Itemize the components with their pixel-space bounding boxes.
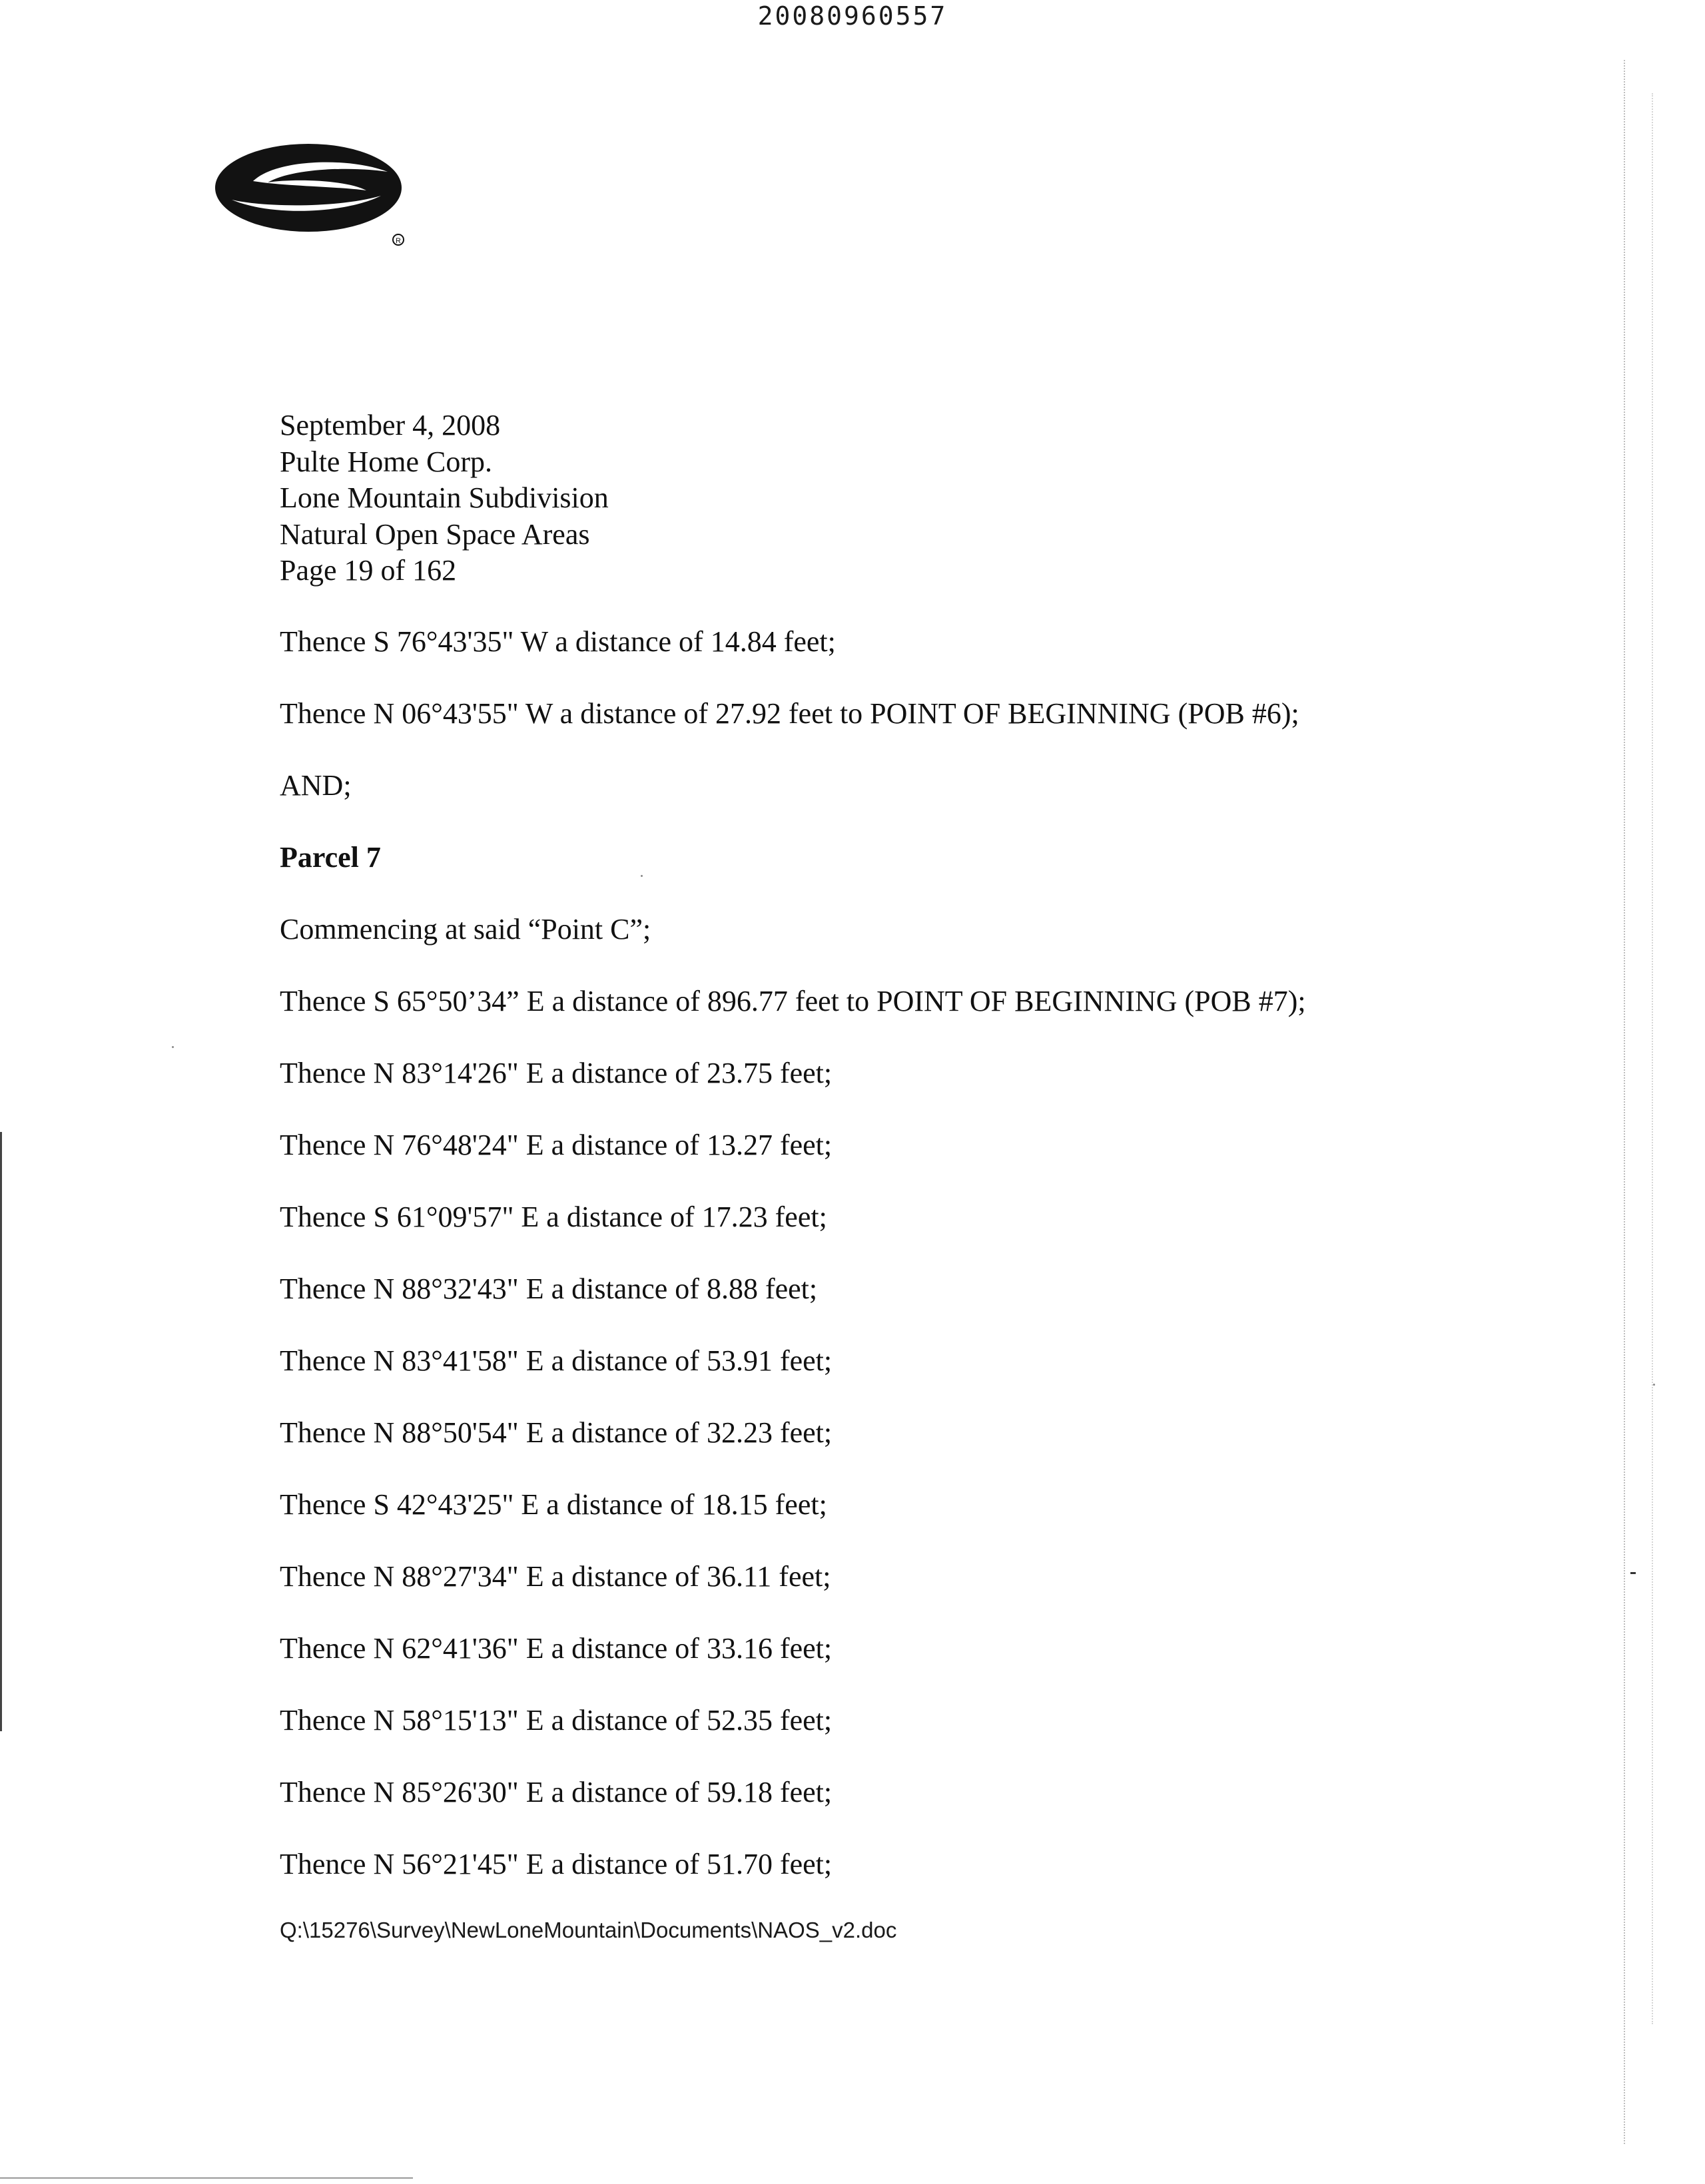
- header-subdivision: Lone Mountain Subdivision: [280, 481, 609, 514]
- pob-line: Thence S 65°50’34” E a distance of 896.77 feet to POINT OF BEGINNING (POB #7);: [280, 985, 1306, 1017]
- scan-bottom-edge: [0, 2177, 413, 2179]
- svg-text:R: R: [396, 237, 401, 245]
- scan-margin-line: [1624, 60, 1625, 2144]
- course-line: Thence N 88°32'43" E a distance of 8.88 feet;: [280, 1272, 818, 1305]
- header-client: Pulte Home Corp.: [280, 445, 492, 478]
- scan-margin-line: [1652, 93, 1653, 2024]
- header-page-number: Page 19 of 162: [280, 554, 457, 587]
- course-line: Thence N 58°15'13" E a distance of 52.35 feet;: [280, 1704, 833, 1737]
- course-line: Thence N 56°21'45" E a distance of 51.70 feet;: [280, 1848, 833, 1880]
- course-line: Thence N 76°48'24" E a distance of 13.27 feet;: [280, 1129, 833, 1161]
- footer-file-path: Q:\15276\Survey\NewLoneMountain\Documents\NAOS_v2.doc: [280, 1918, 897, 1942]
- and-separator: AND;: [280, 769, 352, 802]
- company-logo: [213, 138, 413, 258]
- course-line: Thence N 83°14'26" E a distance of 23.75 feet;: [280, 1057, 833, 1089]
- course-line: Thence S 76°43'35" W a distance of 14.84 feet;: [280, 625, 836, 658]
- course-line: Thence N 85°26'30" E a distance of 59.18 feet;: [280, 1776, 833, 1808]
- document-number: 20080960557: [757, 1, 948, 31]
- scan-speck: [641, 875, 643, 877]
- parcel-heading: Parcel 7: [280, 841, 381, 874]
- course-line: Thence S 61°09'57" E a distance of 17.23 feet;: [280, 1201, 827, 1233]
- letter-header: [280, 408, 609, 589]
- header-area: Natural Open Space Areas: [280, 517, 590, 551]
- course-line: Thence N 62°41'36" E a distance of 33.16 feet;: [280, 1632, 833, 1665]
- course-line: Thence N 83°41'58" E a distance of 53.91 feet;: [280, 1344, 833, 1377]
- course-line: Thence S 42°43'25" E a distance of 18.15 feet;: [280, 1488, 827, 1521]
- s-oval-logo-icon: [213, 138, 413, 258]
- commencing-line: Commencing at said “Point C”;: [280, 913, 651, 946]
- course-line: Thence N 88°27'34" E a distance of 36.11 feet;: [280, 1560, 831, 1593]
- scan-speck: [1653, 1384, 1655, 1386]
- scan-left-edge: [0, 1132, 2, 1731]
- course-line: Thence N 88°50'54" E a distance of 32.23 feet;: [280, 1416, 833, 1449]
- course-line: Thence N 06°43'55" W a distance of 27.92 feet to POINT OF BEGINNING (POB #6);: [280, 697, 1299, 730]
- scan-speck: [172, 1046, 174, 1048]
- scan-speck: [1630, 1572, 1636, 1574]
- header-date: September 4, 2008: [280, 409, 501, 441]
